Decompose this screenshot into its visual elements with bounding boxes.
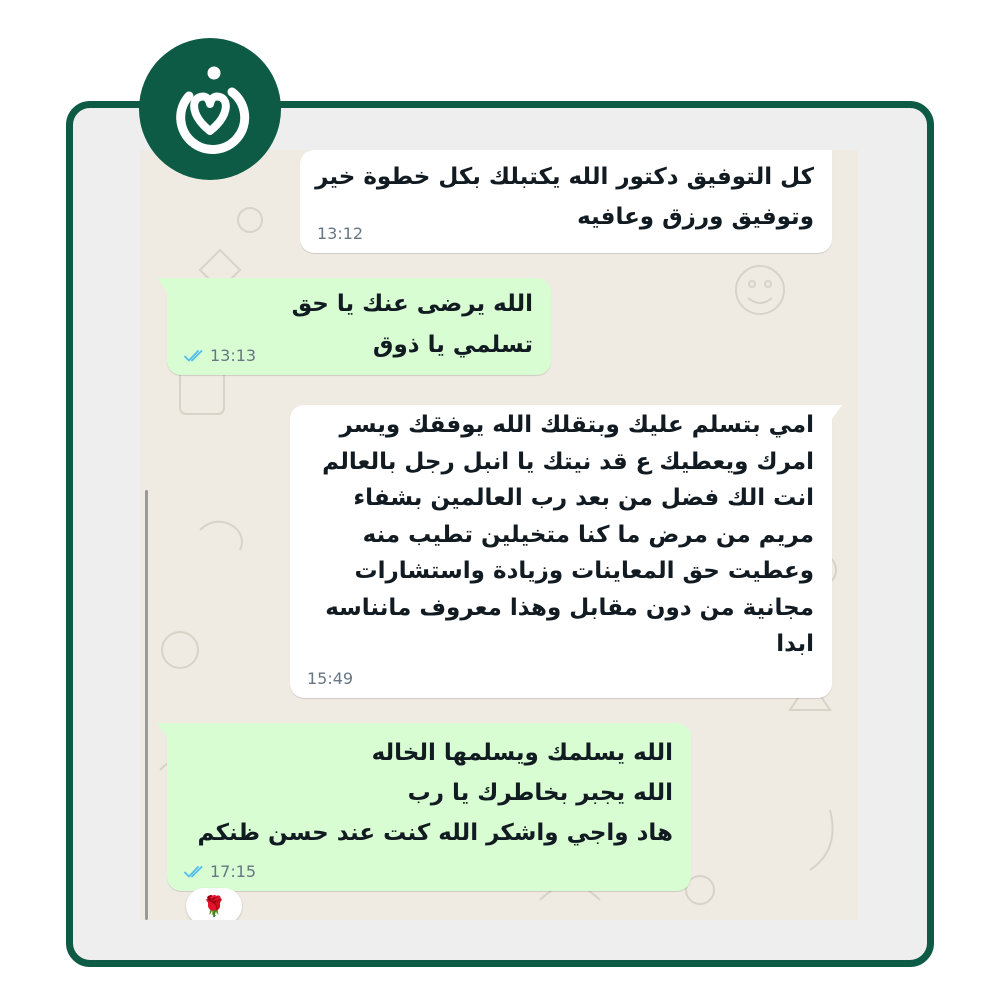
message-meta <box>317 225 363 243</box>
message-text <box>308 407 814 663</box>
heart-smile-logo-icon <box>139 38 281 180</box>
message-text <box>315 157 814 237</box>
message-line: تسلمي يا ذوق <box>372 332 533 358</box>
message-time: 13:13 <box>210 346 257 365</box>
double-check-read-icon <box>184 349 206 363</box>
message-line: مجانية من دون مقابل وهذا معروف مانناسه <box>325 594 814 621</box>
message-line: وتوفيق ورزق وعافيه <box>577 204 814 230</box>
message-text <box>185 733 673 853</box>
message-time: 15:49 <box>307 669 354 688</box>
message-reaction[interactable] <box>186 888 242 920</box>
message-time: 17:15 <box>210 862 257 881</box>
message-line: الله يجبر بخاطرك يا رب <box>407 780 673 806</box>
message-meta <box>184 863 256 881</box>
message-bubble-incoming[interactable] <box>290 405 832 698</box>
message-time: 13:12 <box>317 224 364 243</box>
message-line: ابدا <box>776 631 814 657</box>
brand-logo <box>139 38 281 180</box>
message-bubble-incoming[interactable] <box>300 150 832 253</box>
double-check-read-icon <box>184 865 206 879</box>
bubble-tail <box>157 723 167 737</box>
message-line: انت الك فضل من بعد رب العالمين بشفاء <box>353 485 814 511</box>
chat-screenshot <box>140 150 858 920</box>
scrollbar[interactable] <box>145 490 148 920</box>
message-line: امرك ويعطيك ع قد نيتك يا انبل رجل بالعالم <box>322 448 814 475</box>
message-line: وعطيت حق المعاينات وزيادة واستشارات <box>354 558 814 584</box>
bubble-tail <box>832 405 842 419</box>
message-line: مريم من مرض ما كنا متخيلين تطيب منه <box>362 521 814 548</box>
message-line: الله يرضى عنك يا حق <box>291 291 533 317</box>
message-bubble-outgoing[interactable] <box>167 723 691 891</box>
message-meta <box>307 670 353 688</box>
message-line: امي بتسلم عليك وبتقلك الله يوفقك ويسر <box>339 412 814 438</box>
bubble-tail <box>157 278 167 292</box>
message-bubble-outgoing[interactable] <box>167 278 551 375</box>
message-line: كل التوفيق دكتور الله يكتبلك بكل خطوة خير <box>315 164 814 190</box>
message-meta <box>184 347 256 365</box>
message-line: هاد واجي واشكر الله كنت عند حسن ظنكم <box>197 820 673 846</box>
message-line: الله يسلمك ويسلمها الخاله <box>371 740 673 766</box>
rose-reaction-icon: 🌹 <box>201 894 227 918</box>
